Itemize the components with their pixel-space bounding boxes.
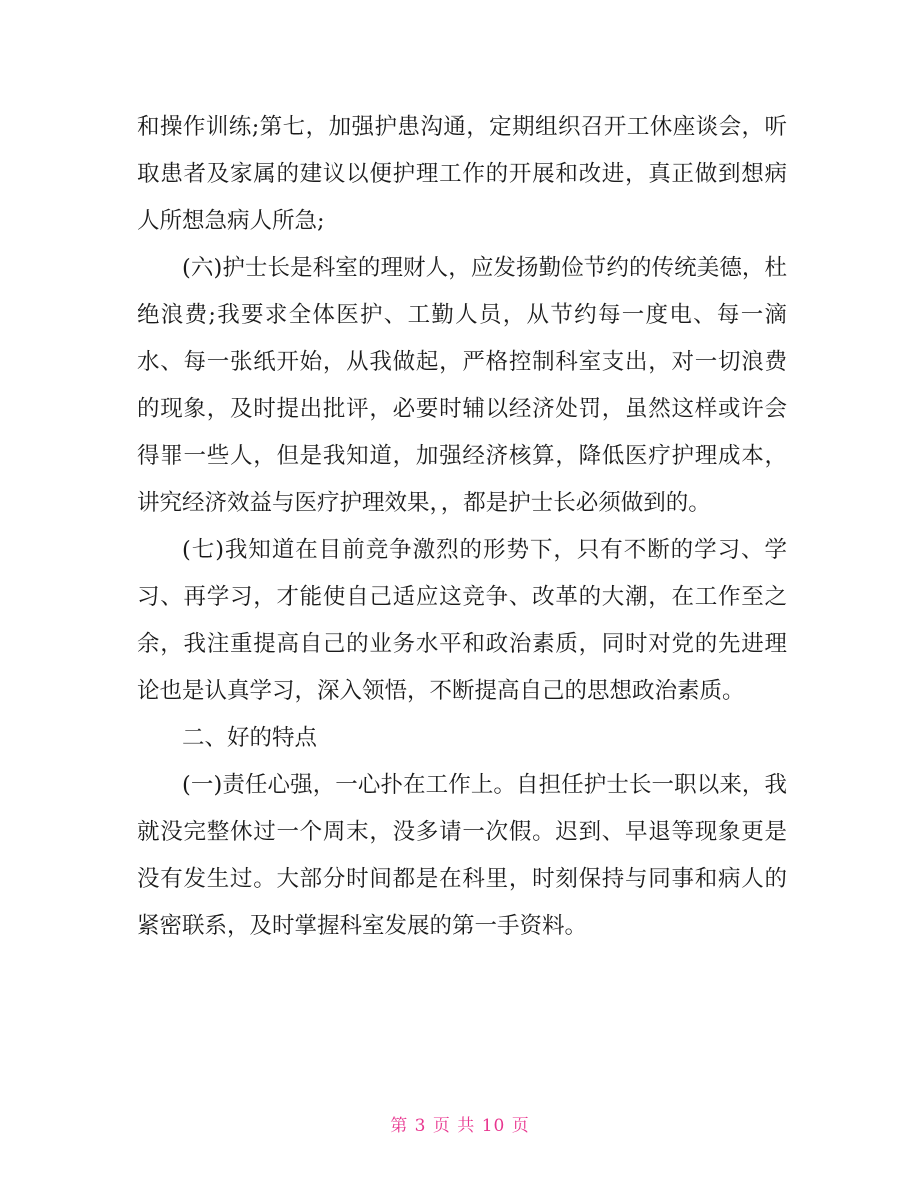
section-heading: 二、好的特点 [182,725,318,751]
page-number-footer: 第 3 页 共 10 页 [390,1116,530,1136]
document-body [137,104,787,950]
paragraph-section-one: (一)责任心强，一心扑在工作上。自担任护士长一职以来，我就没完整休过一个周末，没多请一次假。迟到、早退等现象更是没有发生过。大部分时间都是在科里，时刻保持与同事和病人的紧密联系，及时掌握科室发展的第一手资料。 [137,772,787,939]
paragraph-six: (六)护士长是科室的理财人，应发扬勤俭节约的传统美德，杜绝浪费;我要求全体医护、工勤人员，从节约每一度电、每一滴水、每一张纸开始，从我做起，严格控制科室支出，对一切浪费的现象，及时提出批评，必要时辅以经济处罚，虽然这样或许会得罪一些人，但是我知道，加强经济核算，降低医疗护理成本，讲究经济效益与医疗护理效果，，都是护士长必须做到的。 [137,255,787,516]
paragraph-continuation: 和操作训练;第七，加强护患沟通，定期组织召开工休座谈会，听取患者及家属的建议以便护理工作的开展和改进，真正做到想病人所想急病人所急; [137,114,787,234]
paragraph-seven: (七)我知道在目前竞争激烈的形势下，只有不断的学习、学习、再学习，才能使自己适应这竞争、改革的大潮，在工作至之余，我注重提高自己的业务水平和政治素质，同时对党的先进理论也是认真学习，深入领悟，不断提高自己的思想政治素质。 [137,537,787,704]
